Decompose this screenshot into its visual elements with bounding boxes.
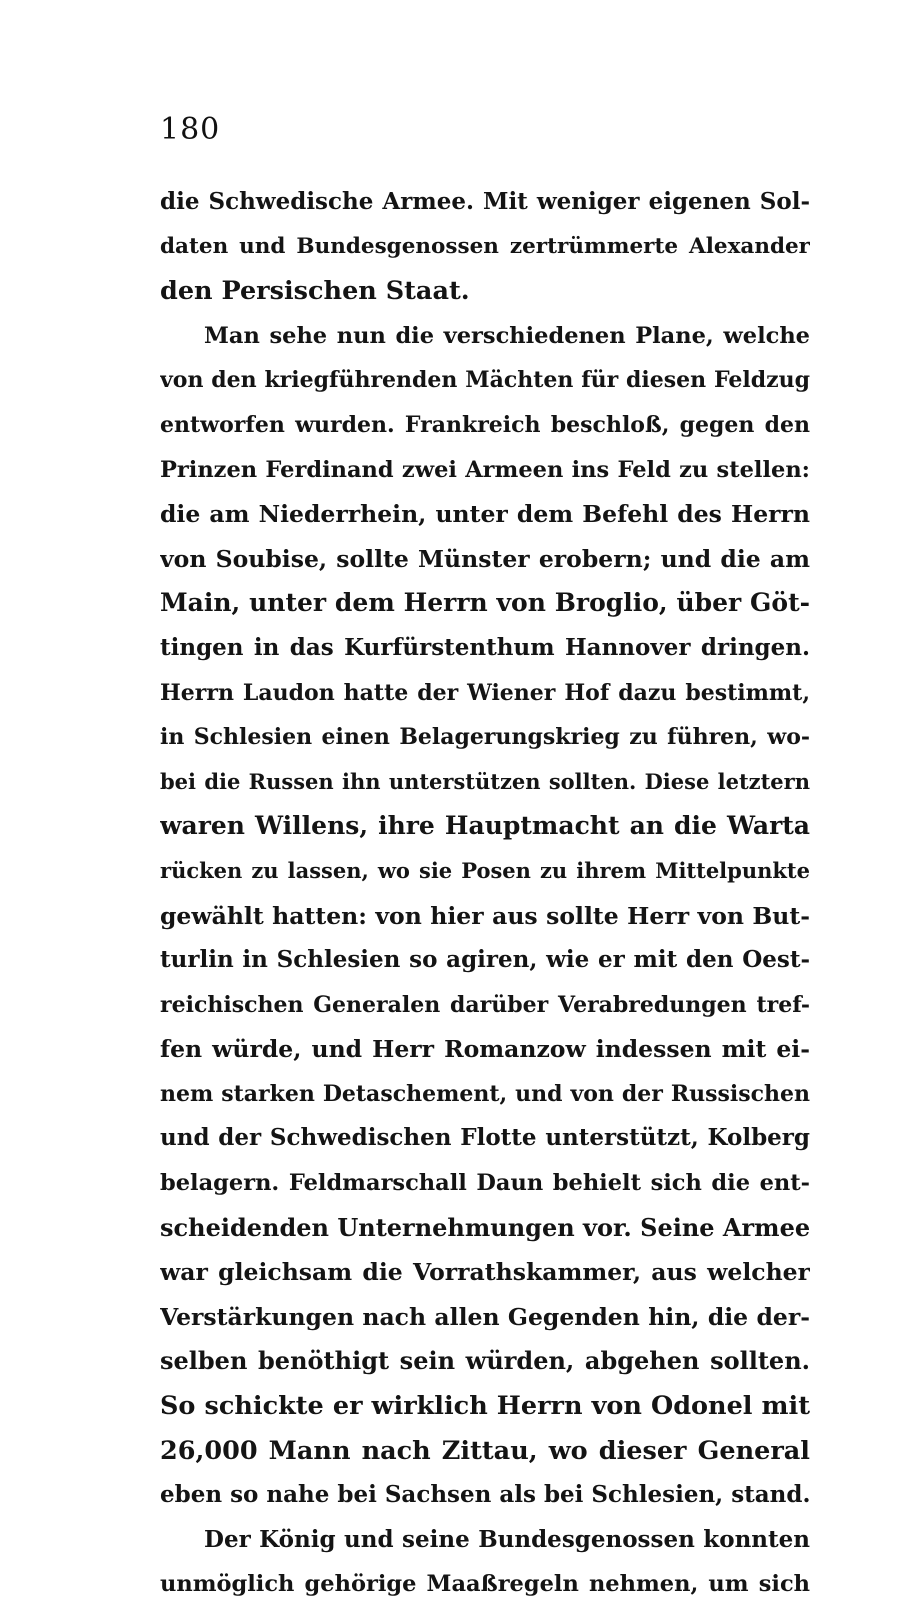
text-line-5: von den kriegführenden Mächten für diesen Feldzug bbox=[160, 367, 810, 394]
text-line-21: nem starken Detaschement, und von der Russischen bbox=[160, 1080, 810, 1107]
text-line-12: Herrn Laudon hatte der Wiener Hof dazu bestimmt, bbox=[160, 679, 810, 706]
text-line-7: Prinzen Ferdinand zwei Armeen ins Feld zu stellen: bbox=[160, 456, 810, 483]
text-line-3: den Persischen Staat. bbox=[160, 276, 470, 307]
text-line-11: tingen in das Kurfürstenthum Hannover dringen. bbox=[160, 633, 810, 661]
text-line-30: eben so nahe bei Sachsen als bei Schlesien, stand. bbox=[160, 1481, 810, 1509]
text-line-19: reichischen Generalen darüber Verabredungen tref- bbox=[160, 991, 810, 1018]
text-line-16: rücken zu lassen, wo sie Posen zu ihrem Mittelpunkte bbox=[160, 857, 810, 883]
text-line-27: selben benöthigt sein würden, abgehen sollten. bbox=[160, 1346, 810, 1376]
text-line-8: die am Niederrhein, unter dem Befehl des Herrn bbox=[160, 500, 810, 529]
text-line-6: entworfen wurden. Frankreich beschloß, gegen den bbox=[160, 411, 810, 438]
text-line-26: Verstärkungen nach allen Gegenden hin, die der- bbox=[160, 1302, 810, 1331]
text-line-14: bei die Russen ihn unterstützen sollten. Diese letztern bbox=[160, 768, 810, 794]
text-line-15: waren Willens, ihre Hauptmacht an die Warta bbox=[160, 811, 810, 841]
text-line-1: die Schwedische Armee. Mit weniger eigenen Sol- bbox=[160, 188, 810, 215]
text-line-4: Man sehe nun die verschiedenen Plane, welche bbox=[204, 322, 810, 349]
text-line-9: von Soubise, sollte Münster erobern; und die am bbox=[160, 544, 810, 573]
body-text bbox=[160, 180, 810, 1607]
text-line-28: So schickte er wirklich Herrn von Odonel mit bbox=[160, 1391, 810, 1422]
text-line-23: belagern. Feldmarschall Daun behielt sich die ent- bbox=[160, 1170, 810, 1197]
text-line-25: war gleichsam die Vorrathskammer, aus welcher bbox=[160, 1258, 810, 1287]
text-line-20: fen würde, und Herr Romanzow indessen mit ei- bbox=[160, 1035, 810, 1064]
text-line-29: 26,000 Mann nach Zittau, wo dieser General bbox=[160, 1435, 810, 1466]
text-line-24: scheidenden Unternehmungen vor. Seine Armee bbox=[160, 1212, 810, 1242]
text-line-2: daten und Bundesgenossen zertrümmerte Alexander bbox=[160, 233, 810, 259]
text-line-17: gewählt hatten: von hier aus sollte Herr von But- bbox=[160, 901, 810, 930]
page-number: 180 bbox=[160, 112, 221, 147]
text-line-31: Der König und seine Bundesgenossen konnten bbox=[204, 1525, 810, 1553]
text-line-10: Main, unter dem Herrn von Broglio, über Göt- bbox=[160, 588, 810, 618]
text-line-32: unmöglich gehörige Maaßregeln nehmen, um sich bbox=[160, 1571, 810, 1598]
text-line-13: in Schlesien einen Belagerungskrieg zu führen, wo- bbox=[160, 724, 810, 751]
text-line-18: turlin in Schlesien so agiren, wie er mit den Oest- bbox=[160, 946, 810, 974]
text-line-22: und der Schwedischen Flotte unterstützt, Kolberg bbox=[160, 1124, 810, 1152]
